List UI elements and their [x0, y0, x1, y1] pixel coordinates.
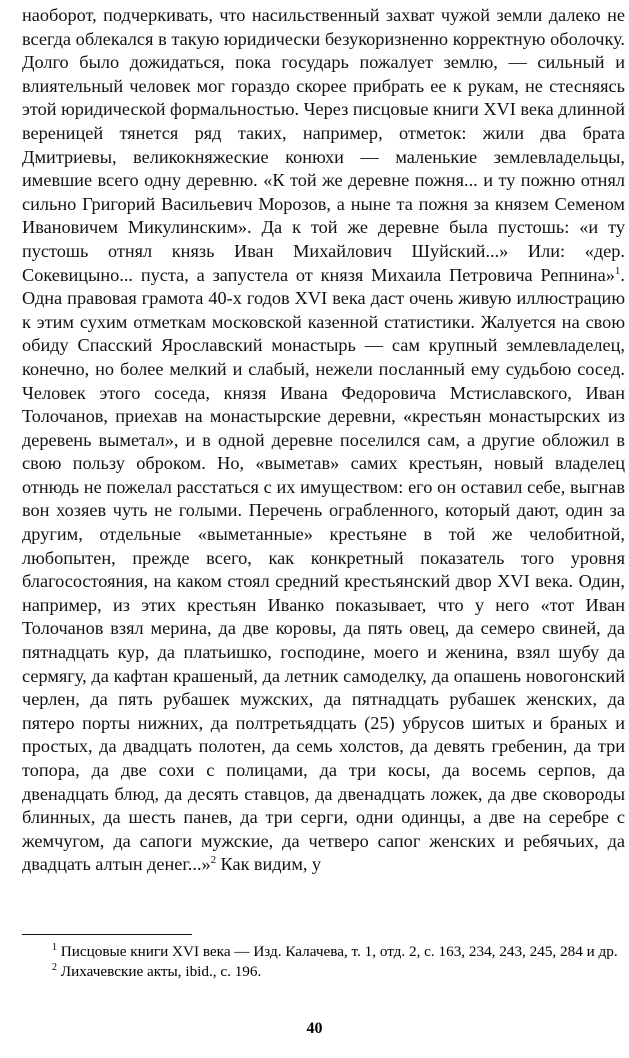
footnote-number: 2	[52, 961, 57, 973]
footnote-ref-1: 1	[614, 264, 621, 277]
footnotes-section	[22, 942, 621, 982]
body-text-part-3: Как видим, у	[216, 854, 321, 875]
footnote-1	[22, 942, 621, 962]
body-paragraph	[22, 0, 625, 877]
footnote-ref-2: 2	[210, 854, 217, 867]
footnote-2	[22, 962, 621, 982]
footnote-divider	[22, 934, 192, 935]
footnote-text: Писцовые книги XVI века — Изд. Калачева, т. 1, отд. 2, с. 163, 234, 243, 245, 284 и др.	[57, 943, 618, 960]
body-text-part-2: . Одна правовая грамота 40-х годов XVI века даст очень живую иллюстрацию к этим сухим отметкам московской казенной статистики. Жалуется на свою обиду Спасский Ярославский монастырь — сам крупный землевладелец, конечно, но более мелкий и слабый, нежели посланный ему судьбою сосед. Человек этого соседа, князя Ивана Федоровича Мстиславского, Иван Толочанов, приехав на монастырские деревни, «крестьян монастырских из деревень выметал», и в одной деревне поселился сам, а другие обложил в свою пользу оброком. Но, «выметав» самих крестьян, новый владелец отнюдь не пожелал расстаться с их имуществом: его он оставил себе, выгнав вон хозяев чуть не голыми. Перечень ограбленного, который дают, один за другим, отдельные «выметанные» крестьяне в той же челобитной, любопытен, прежде всего, как конкретный показатель того уровня благосостояния, на каком стоял средний крестьянский двор XVI века. Один, например, из этих крестьян Иванко показывает, что у него «тот Иван Толочанов взял мерина, да две коровы, да пять овец, да семеро свиней, да пятнадцать кур, да платьишко, господине, моего и женина, взял шубу да сермягу, да кафтан крашеный, да летник самоделку, да опашень новогонский черлен, да пять рубашек мужских, да пятнадцать рубашек женских, да пятеро порты нижних, да полтретьядцать (25) убрусов шитых и браных и простых, да двадцать полотен, да семь холстов, да девять гребенин, да три топора, да две сохи с полицами, да три косы, да восемь серпов, да двенадцать блюд, да десять ставцов, да двенадцать ложек, да две сковороды блинных, да шесть панев, да три серги, одни одинцы, а две на серебре с жемчугом, да сапоги мужские, да четверо сапог женских и ребячьих, да двадцать алтын денег...»	[22, 264, 625, 875]
footnote-text: Лихачевские акты, ibid., с. 196.	[57, 963, 262, 980]
body-text-part-1: наоборот, подчеркивать, что насильственный захват чужой земли далеко не всегда облекался в такую юридически безукоризненно корректную оболочку. Долго было дожидаться, пока государь пожалует землю, — сильный и влиятельный человек мог гораздо скорее прибрать ее к рукам, не стесняясь этой юридической формальностью. Через писцовые книги XVI века длинной вереницей тянется ряд таких, например, отметок: жили два брата Дмитриевы, великокняжеские конюхи — маленькие землевладельцы, имевшие всего одну деревню. «К той же деревне пожня... и ту пожню отнял сильно Григорий Васильевич Морозов, а ныне та пожня за князем Семеном Ивановичем Микулинским». Да к той же деревне была пустошь: «и ту пустошь отнял князь Иван Михайлович Шуйский...» Или: «дер. Сокевицыно... пуста, а запустела от князя Михаила Петровича Репнина»	[22, 5, 625, 285]
page-number: 40	[306, 1020, 323, 1037]
footnote-number: 1	[52, 941, 57, 953]
